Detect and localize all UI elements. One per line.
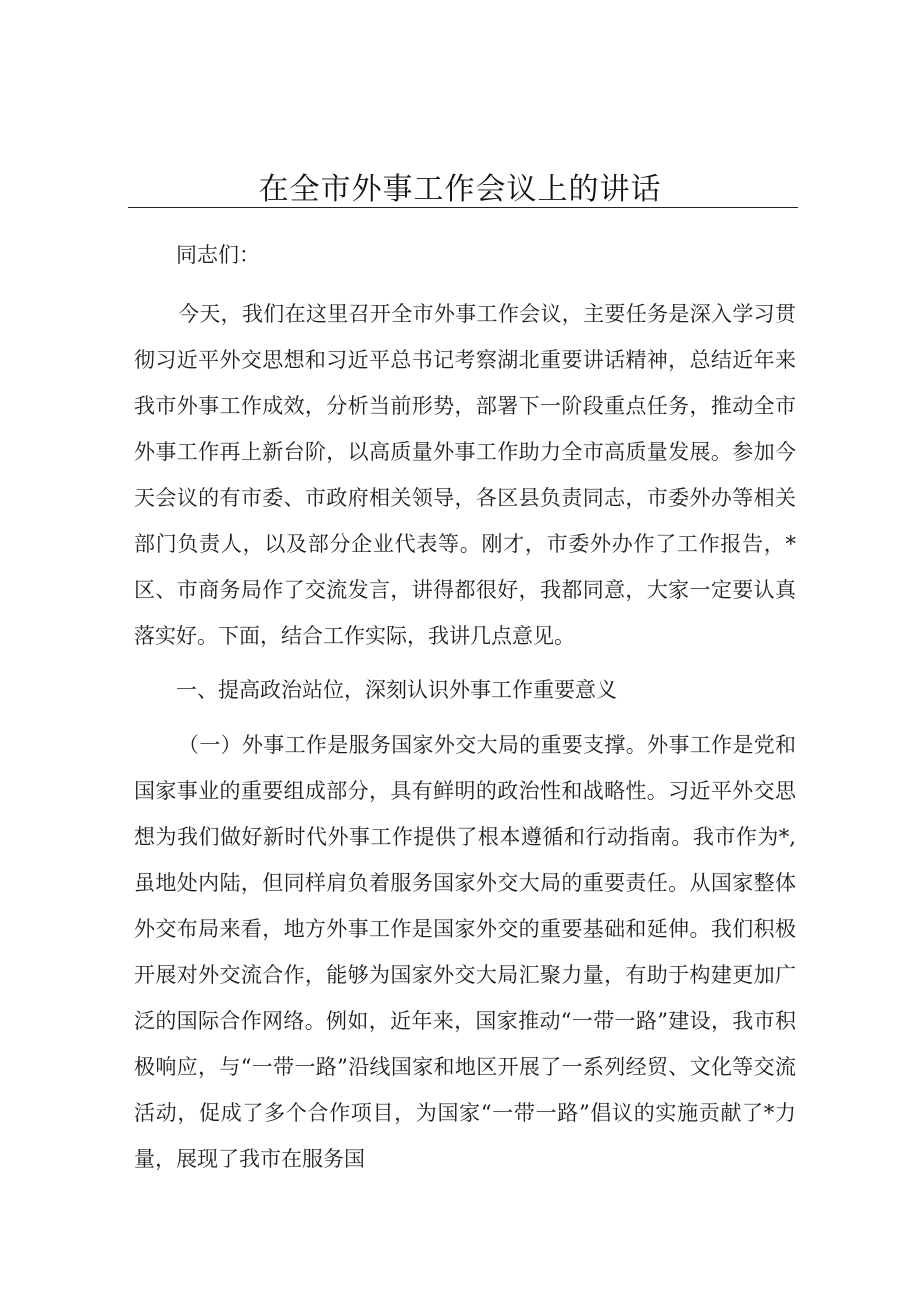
paragraph-opening: 今天，我们在这里召开全市外事工作会议，主要任务是深入学习贯彻习近平外交思想和习近平总书记考察湖北重要讲话精神，总结近年来我市外事工作成效，分析当前形势，部署下一阶段重点任务，推动全市外事工作再上新台阶，以高质量外事工作助力全市高质量发展。参加今天会议的有市委、市政府相关领导，各区县负责同志，市委外办等相关部门负责人，以及部分企业代表等。刚才，市委外办作了工作报告，*区、市商务局作了交流发言，讲得都很好，我都同意，大家一定要认真落实好。下面，结合工作实际，我讲几点意见。 <box>134 302 796 648</box>
paragraph-section-1-1: （一）外事工作是服务国家外交大局的重要支撑。外事工作是党和国家事业的重要组成部分，具有鲜明的政治性和战略性。习近平外交思想为我们做好新时代外事工作提供了根本遵循和行动指南。我市作为*,虽地处内陆，但同样肩负着服务国家外交大局的重要责任。从国家整体外交布局来看，地方外事工作是国家外交的重要基础和延伸。我们积极开展对外交流合作，能够为国家外交大局汇聚力量，有助于构建更加广泛的国际合作网络。例如，近年来，国家推动“一带一路”建设，我市积极响应，与“一带一路”沿线国家和地区开展了一系列经贸、文化等交流活动，促成了多个合作项目，为国家“一带一路”倡议的实施贡献了*力量，展现了我市在服务国 <box>134 733 796 1171</box>
salutation: 同志们： <box>176 243 260 267</box>
document-title: 在全市外事工作会议上的讲话 <box>258 172 662 207</box>
section-heading-1: 一、提高政治站位，深刻认识外事工作重要意义 <box>176 678 617 702</box>
title-underline <box>128 207 798 208</box>
